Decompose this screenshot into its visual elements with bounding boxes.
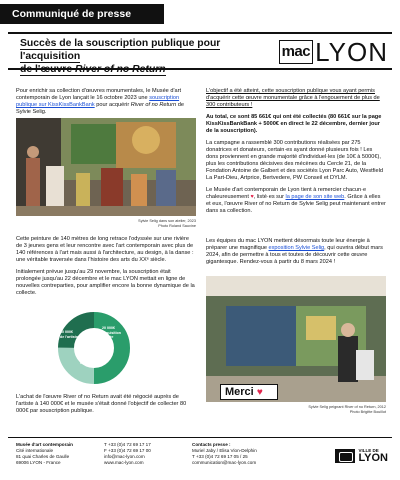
thanks-text-2: , listé·es sur	[253, 194, 286, 200]
thanks-text: Le Musée d'art contemporain de Lyon tient à remercier chacun·e chaleureusement	[206, 187, 367, 200]
title-block	[8, 32, 392, 75]
intro-text-3: de Sylvie Selig.	[16, 102, 184, 115]
goal-reached: L'objectif a été atteint, cette souscription publique vous ayant permis d'acquérir cette œuvre monumentale grâce à l'engouement de plus de 300 contributeurs !	[206, 88, 380, 108]
ville-de-label: VILLE DE	[358, 448, 379, 453]
total-collected: Au total, ce sont 85 661€ qui ont été collectés (80 661€ sur la page KissKissBankBank + 5000€ en direct le 22 décembre, dernier jour de la souscription).	[206, 114, 382, 134]
mac-lyon-logo	[279, 38, 388, 66]
right-exhibition	[206, 238, 386, 271]
donut-label-3: 20 000€ acquisition musée	[102, 326, 121, 339]
left-price	[16, 394, 196, 420]
footer-address-line: 69006 LYON - France	[16, 460, 61, 465]
website-page-link[interactable]: la page de son site web	[285, 194, 345, 200]
footer-museum-name: Musée d'art contemporain	[16, 442, 73, 447]
heart-icon: ♥	[250, 194, 254, 200]
logo-mac: mac	[279, 40, 314, 64]
footer-fax: F +33 (0)4 72 69 17 00	[104, 448, 151, 453]
right-body	[206, 88, 386, 220]
caption-line-1: Sylvie Selig dans son atelier, 2023	[138, 219, 196, 223]
intro-text-2: pour acquérir	[94, 102, 131, 108]
lyon-crest-icon	[335, 449, 355, 463]
footer-press	[192, 442, 302, 466]
footer-website[interactable]: www.mac-lyon.com	[104, 460, 144, 465]
footer-divider	[8, 437, 392, 438]
left-intro	[16, 88, 196, 121]
artist-photo-caption	[16, 219, 196, 229]
title-artwork-name: River of no Return	[75, 64, 166, 75]
donut-label-1: 40 000€ de l'artiste	[60, 330, 78, 339]
caption-credit: Photo Roland Sauvine	[158, 224, 196, 228]
merci-label: Merci	[225, 386, 254, 398]
intro-text: Pour enrichir sa collection d'œuvres monumentales, le Musée d'art contemporain de Lyon lançait le 16 octobre 2023 une	[16, 88, 182, 101]
intro-artwork: River of no Return	[130, 102, 177, 108]
press-contact-phone: T +33 (0)4 72 69 17 05 / 25	[192, 454, 248, 459]
artist-studio-photo	[16, 118, 196, 216]
footer-email[interactable]: info@mac-lyon.com	[104, 454, 145, 459]
artwork-description: Cette peinture de 140 mètres de long retrace l'odyssée sur une rivière de 3 jeunes gens et leur rencontre avec l'art contemporain avec plus de 140 références à l'art mais aussi à l'architecture, au design, à la danse : une véritable traversée dans l'histoire des arts du XXᵉ siècle.	[16, 236, 194, 263]
footer-address-line: 81 quai Charles de Gaulle	[16, 454, 70, 459]
press-contact-email[interactable]: communication@mac-lyon.com	[192, 460, 257, 465]
page-title	[20, 37, 250, 76]
title-line-2: de l'œuvre	[20, 64, 76, 75]
footer-address-line: Cité internationale	[16, 448, 54, 453]
press-contacts-label: Contacts presse :	[192, 442, 231, 447]
exhibition-text: Les équipes du mac LYON mettent désormais toute leur énergie à préparer une magnifique	[206, 238, 370, 251]
merci-badge	[220, 384, 278, 400]
left-body	[16, 236, 196, 302]
kisskissbankbank-link[interactable]: souscription publique sur KissKissBankBank	[16, 95, 180, 108]
funding-donut	[58, 312, 130, 384]
exhibition-link[interactable]: exposition Sylvie Selig	[268, 245, 325, 251]
ville-de-lyon-logo	[335, 448, 388, 464]
caption-line-1: Sylvie Selig peignant River of no Return, 2012	[308, 405, 386, 409]
subscription-extension: Initialement prévue jusqu'au 29 novembre, la souscription était prolongée jusqu'au 22 décembre et le mac LYON mettait en ligne de nouvelles contreparties, pour amplifier encore la bonne dynamique de la collecte.	[16, 269, 195, 296]
caption-credit: Photo Brigitte Bouillot	[349, 410, 386, 414]
title-line-1: Succès de la souscription publique pour l'acquisition	[20, 38, 221, 62]
acquisition-price: L'achat de l'œuvre River of no Return avait été négocié auprès de l'artiste à 140 000€ et le musée s'était donné l'objectif de collecter 80 000€ par souscription publique.	[16, 394, 187, 414]
footer-phone: T +33 (0)4 72 69 17 17	[104, 442, 151, 447]
donut-label-2: 80 000€ collecte	[80, 356, 94, 365]
press-contact-names: Muriel Jaby / Elisa Vion-Delphin	[192, 448, 257, 453]
painting-photo-caption	[206, 405, 386, 415]
footer-address	[16, 442, 106, 466]
thanks-text-3: . Grâce à elles et eux, l'œuvre River of no Return de Sylvie Selig peut maintenant entrer dans sa collection.	[206, 194, 386, 214]
campaign-contributors: La campagne a rassemblé 300 contributions réalisées par 275 donatrices et donateurs, certain·es ayant donné plusieurs fois ! Les dons proviennent en grande majorité d'individuel·les (de 10€ à 5000€), plus les contributions décisives des mécènes du Cercle 21, de la Fondation Antoine de Galbert et des sociétés Lyon Parc Auto, Westfield La Part-Dieu, Artprice, Bertvedere, PW Conseil et DYLM.	[206, 140, 383, 181]
logo-lyon: LYON	[315, 37, 388, 67]
lyon-label: LYON	[358, 452, 388, 464]
footer-contact	[104, 442, 194, 466]
press-release-banner: Communiqué de presse	[0, 4, 164, 24]
exhibition-text-2: , qui ouvrira début mars 2024, afin de permettre à tous et toutes de découvrir cette œuvre gigantesque. Rendez-vous à partir du 8 mars 2024 !	[206, 245, 383, 265]
heart-icon: ♥	[256, 387, 263, 398]
